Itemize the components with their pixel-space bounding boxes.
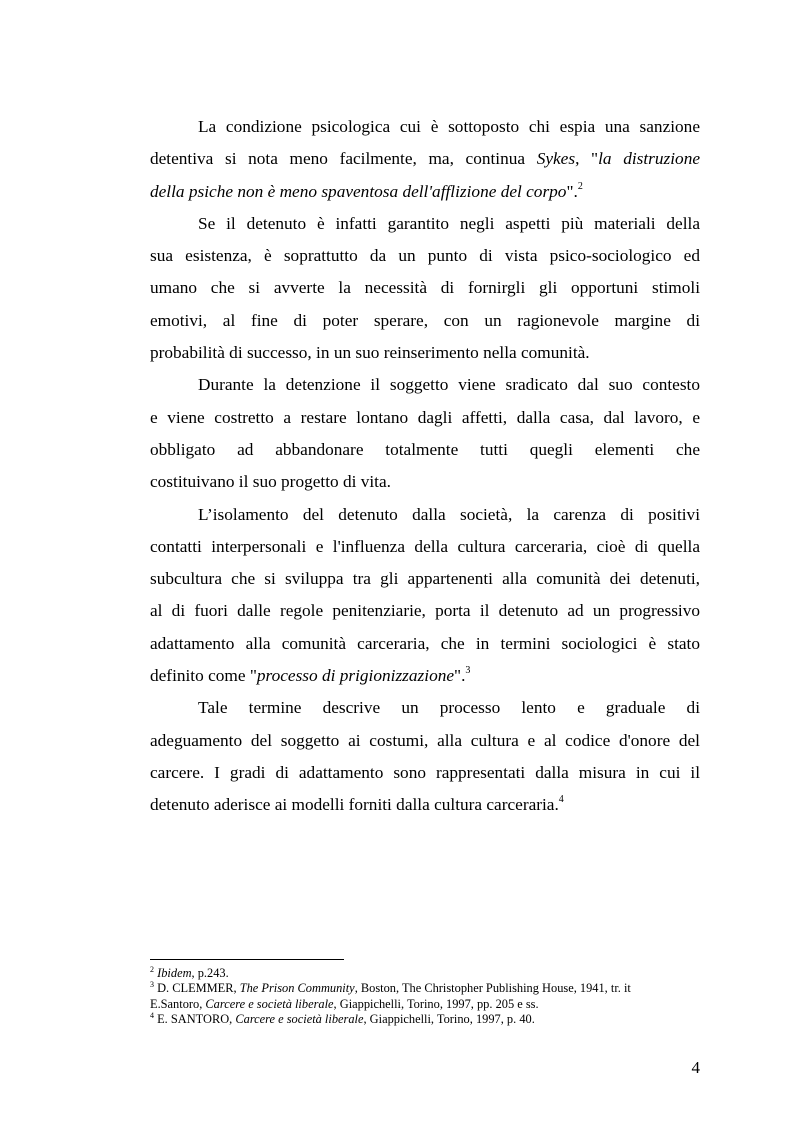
text-line: adattamento alla comunità carceraria, che in termini sociologici è stato bbox=[150, 633, 700, 653]
paragraph-3 bbox=[150, 369, 700, 498]
text-line: La condizione psicologica cui è sottoposto chi espia una sanzione bbox=[198, 117, 700, 136]
text-line: al di fuori dalle regole penitenziarie, porta il detenuto ad un progressivo bbox=[150, 601, 700, 621]
text-line: della psiche non è meno spaventosa dell'afflizione del corpo".$^2$ bbox=[150, 180, 583, 201]
text-line: carcere. I gradi di adattamento sono rappresentati dalla misura in cui il bbox=[150, 762, 700, 782]
text-line: sua esistenza, è soprattutto da un punto di vista psico-sociologico ed bbox=[150, 246, 700, 266]
paragraph-2 bbox=[150, 208, 700, 369]
footnote-4: $^4$ E. SANTORO, Carcere e società liberale, Giappichelli, Torino, 1997, p. 40. bbox=[150, 1011, 535, 1027]
text-line: Tale termine descrive un processo lento e graduale di bbox=[198, 698, 700, 718]
text-line: umano che si avverte la necessità di fornirgli gli opportuni stimoli bbox=[150, 278, 700, 298]
footnote-2: $^2$ Ibidem, p.243. bbox=[150, 964, 229, 980]
text-line: L’isolamento del detenuto dalla società, la carenza di positivi bbox=[198, 504, 700, 524]
text-line: Durante la detenzione il soggetto viene sradicato dal suo contesto bbox=[198, 375, 700, 395]
text-line: contatti interpersonali e l'influenza della cultura carceraria, cioè di quella bbox=[150, 536, 700, 556]
text-line: detentiva si nota meno facilmente, ma, continua Sykes, "la distruzione bbox=[150, 149, 701, 169]
text-line: adeguamento del soggetto ai costumi, alla cultura e al codice d'onore del bbox=[150, 730, 700, 750]
text-line: costituivano il suo progetto di vita. bbox=[150, 472, 391, 492]
page-number: 4 bbox=[691, 1058, 700, 1077]
text-line: obbligato ad abbandonare totalmente tutti quegli elementi che bbox=[150, 439, 700, 459]
text-line: emotivi, al fine di poter sperare, con un ragionevole margine di bbox=[150, 310, 700, 330]
body-text bbox=[150, 111, 700, 822]
paragraph-1 bbox=[150, 111, 700, 208]
paragraph-4 bbox=[150, 499, 700, 693]
text-line: e viene costretto a restare lontano dagli affetti, dalla casa, dal lavoro, e bbox=[150, 407, 700, 427]
paragraph-5 bbox=[150, 692, 700, 821]
text-line: Se il detenuto è infatti garantito negli aspetti più materiali della bbox=[198, 213, 700, 233]
footnote-ref: 4 bbox=[558, 794, 564, 806]
text-line: detenuto aderisce ai modelli forniti dalla cultura carceraria.$^4$ bbox=[150, 794, 564, 815]
footnote-ref: 3 bbox=[465, 665, 471, 677]
footnote-ref: 2 bbox=[577, 180, 583, 192]
footnote-3: $^3$ D. CLEMMER, The Prison Community, Boston, The Christopher Publishing House, 1941, tr. it E.Santoro, Carcere e società liberale, Giappichelli, Torino, 1997, pp. 205 e ss. bbox=[150, 980, 631, 1011]
text-line: definito come "processo di prigionizzazione".$^3$ bbox=[150, 665, 471, 686]
text-line: probabilità di successo, in un suo reinserimento nella comunità. bbox=[150, 343, 590, 363]
footnotes bbox=[150, 966, 700, 1028]
text-line: subcultura che si sviluppa tra gli appartenenti alla comunità dei detenuti, bbox=[150, 569, 700, 589]
footnote-separator bbox=[150, 959, 344, 960]
